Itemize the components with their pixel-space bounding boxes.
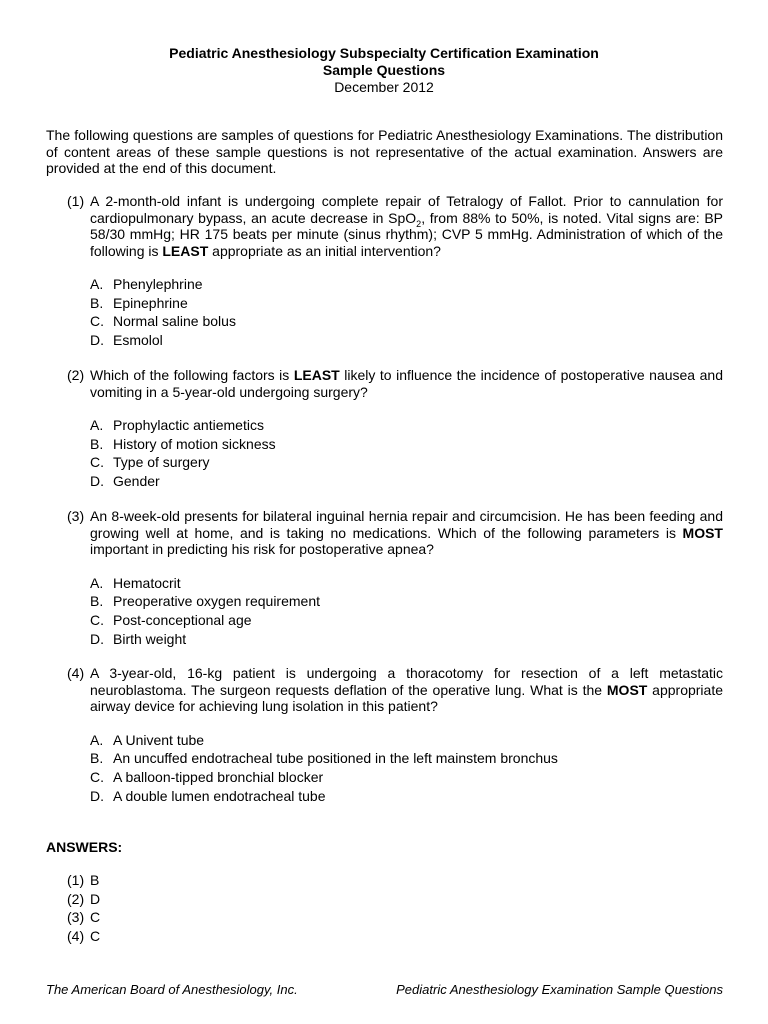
question-number: (2) xyxy=(67,367,85,383)
answer-options xyxy=(90,574,723,649)
question-text: An 8-week-old presents for bilateral inguinal hernia repair and circumcision. He has been feeding and growing well at home, and is taking no medications. Which of the following parameters is MOST important in predicting his risk for postoperative apnea? xyxy=(90,508,723,557)
question-4 xyxy=(67,665,723,805)
question-number: (1) xyxy=(67,193,85,209)
question-2 xyxy=(67,367,723,491)
option-b: B. History of motion sickness xyxy=(90,435,276,452)
question-text: A 3-year-old, 16-kg patient is undergoing a thoracotomy for resection of a left metastatic neuroblastoma. The surgeon requests deflation of the operative lung. What is the MOST appropriate airway device for achieving lung isolation in this patient? xyxy=(90,665,724,714)
option-c: C. A balloon-tipped bronchial blocker xyxy=(90,768,324,785)
option-d: D. Esmolol xyxy=(90,332,163,349)
question-emphasis: MOST xyxy=(606,681,648,698)
answer-item: (3) C xyxy=(67,909,101,925)
footer-left: The American Board of Anesthesiology, Inc. xyxy=(46,982,298,997)
document-date: December 2012 xyxy=(334,79,434,95)
option-a: A. Phenylephrine xyxy=(90,276,203,292)
option-a: A. Prophylactic antiemetics xyxy=(90,417,264,433)
answer-key xyxy=(67,871,100,945)
document-title: Pediatric Anesthesiology Subspecialty Certification Examination xyxy=(169,45,599,61)
answer-item: (1) B xyxy=(67,872,100,888)
answer-options xyxy=(90,275,723,350)
question-1 xyxy=(67,193,723,350)
option-c: C. Normal saline bolus xyxy=(90,313,236,330)
question-text: A 2-month-old infant is undergoing complete repair of Tetralogy of Fallot. Prior to cannulation for cardiopulmonary bypass, an acute decrease in SpO$_2$, from 88% to 50%, is noted. Vital signs are: BP 58/30 mmHg; HR 175 beats per minute (sinus rhythm); CVP 5 mmHg. Administration of which of the following is LEAST appropriate as an initial intervention? xyxy=(90,193,724,259)
option-a: A. A Univent tube xyxy=(90,731,205,748)
question-emphasis: MOST xyxy=(682,524,723,541)
answer-options xyxy=(90,416,723,491)
option-c: C. Post-conceptional age xyxy=(90,611,252,628)
answer-item: (2) D xyxy=(67,890,101,907)
option-b: B. Preoperative oxygen requirement xyxy=(90,593,321,610)
option-b: B. Epinephrine xyxy=(90,294,188,311)
option-a: A. Hematocrit xyxy=(90,574,181,591)
question-number: (3) xyxy=(67,508,85,524)
intro-paragraph: The following questions are samples of questions for Pediatric Anesthesiology Examinations. The distribution of content areas of these sample questions is not representative of the actual examination. Answers are provided at the end of this document. xyxy=(46,127,723,176)
option-d: D. Gender xyxy=(90,473,160,490)
footer-right: Pediatric Anesthesiology Examination Sample Questions xyxy=(396,982,723,997)
option-c: C. Type of surgery xyxy=(90,454,210,471)
document-header xyxy=(0,45,768,96)
question-emphasis: LEAST xyxy=(293,367,340,383)
answer-options xyxy=(90,731,723,806)
option-b: B. An uncuffed endotracheal tube positioned in the left mainstem bronchus xyxy=(90,750,558,767)
question-emphasis: LEAST xyxy=(162,242,209,259)
answer-item: (4) C xyxy=(67,927,101,944)
document-subtitle: Sample Questions xyxy=(322,62,446,78)
question-number: (4) xyxy=(67,665,85,681)
page-footer xyxy=(46,982,723,997)
answers-heading: ANSWERS: xyxy=(46,839,123,855)
question-3 xyxy=(67,508,723,648)
option-d: D. Birth weight xyxy=(90,630,187,647)
option-d: D. A double lumen endotracheal tube xyxy=(90,787,326,804)
question-text: Which of the following factors is LEAST likely to influence the incidence of postoperative nausea and vomiting in a 5-year-old undergoing surgery? xyxy=(90,367,723,400)
